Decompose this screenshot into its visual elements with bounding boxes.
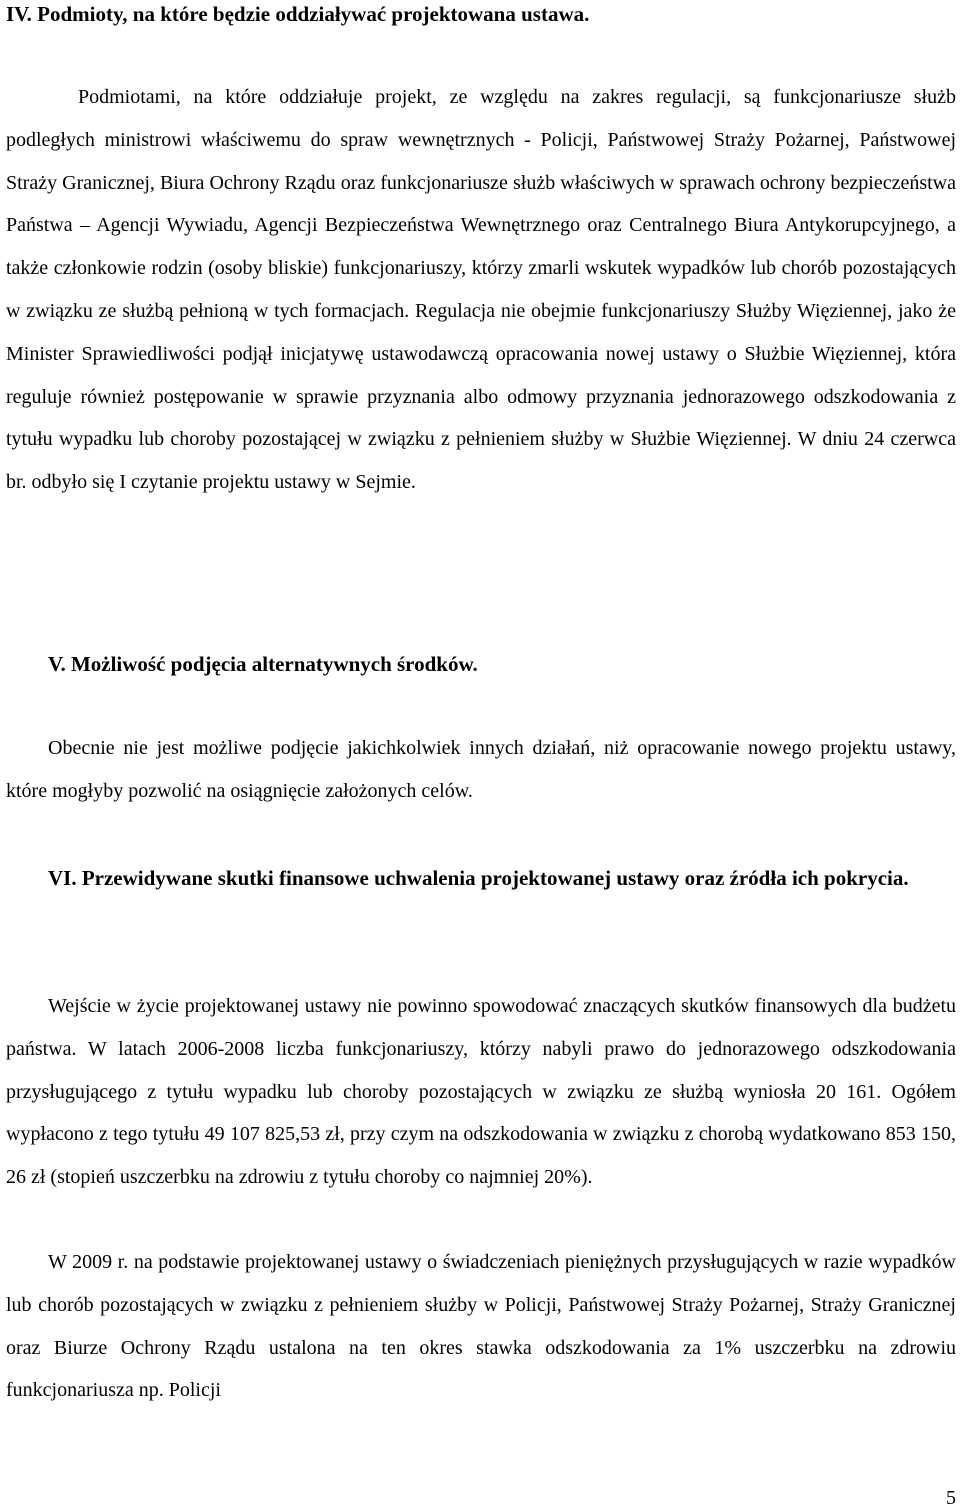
section-6-paragraph-2: W 2009 r. na podstawie projektowanej ustawy o świadczeniach pieniężnych przysługujących w razie wypadków lub chorób pozostających w związku z pełnieniem służby w Policji, Państwowej Straży Pożarnej, Straży Granicznej oraz Biurze Ochrony Rządu ustalona na ten okres stawka odszkodowania za 1% uszczerbku na zdrowiu funkcjonariusza np. Policji	[6, 1251, 956, 1402]
section-4-heading: IV. Podmioty, na które będzie oddziaływać projektowana ustawa.	[6, 2, 590, 26]
section-6-paragraph-1: Wejście w życie projektowanej ustawy nie powinno spowodować znaczących skutków finansowych dla budżetu państwa. W latach 2006-2008 liczba funkcjonariuszy, którzy nabyli prawo do jednorazowego odszkodowania przysługującego z tytułu wypadku lub choroby pozostających w związku ze służbą wyniosła 20 161. Ogółem wypłacono z tego tytułu 49 107 825,53 zł, przy czym na odszkodowania w związku z chorobą wydatkowano 853 150, 26 zł (stopień uszczerbku na zdrowiu z tytułu choroby co najmniej 20%).	[6, 995, 956, 1189]
document-page	[6, 0, 956, 1511]
section-5-paragraph: Obecnie nie jest możliwe podjęcie jakichkolwiek innych działań, niż opracowanie nowego projektu ustawy, które mogłyby pozwolić na osiągnięcie założonych celów.	[6, 737, 956, 802]
page-number: 5	[946, 1487, 956, 1509]
section-4-paragraph: Podmiotami, na które oddziałuje projekt, ze względu na zakres regulacji, są funkcjonariusze służb podległych ministrowi właściwemu do spraw wewnętrznych - Policji, Państwowej Straży Pożarnej, Państwowej Straży Granicznej, Biura Ochrony Rządu oraz funkcjonariusze służb właściwych w sprawach ochrony bezpieczeństwa Państwa – Agencji Wywiadu, Agencji Bezpieczeństwa Wewnętrznego oraz Centralnego Biura Antykorupcyjnego, a także członkowie rodzin (osoby bliskie) funkcjonariuszy, którzy zmarli wskutek wypadków lub chorób pozostających w związku ze służbą pełnioną w tych formacjach. Regulacja nie obejmie funkcjonariuszy Służby Więziennej, jako że Minister Sprawiedliwości podjął inicjatywę ustawodawczą opracowania nowej ustawy o Służbie Więziennej, która reguluje również postępowanie w sprawie przyznania albo odmowy przyznania jednorazowego odszkodowania z tytułu wypadku lub choroby pozostającej w związku z pełnieniem służby w Służbie Więziennej. W dniu 24 czerwca br. odbyło się I czytanie projektu ustawy w Sejmie.	[6, 86, 956, 494]
section-5-heading: V. Możliwość podjęcia alternatywnych środków.	[48, 652, 478, 676]
section-6-heading: VI. Przewidywane skutki finansowe uchwalenia projektowanej ustawy oraz źródła ich pokrycia.	[48, 866, 909, 890]
